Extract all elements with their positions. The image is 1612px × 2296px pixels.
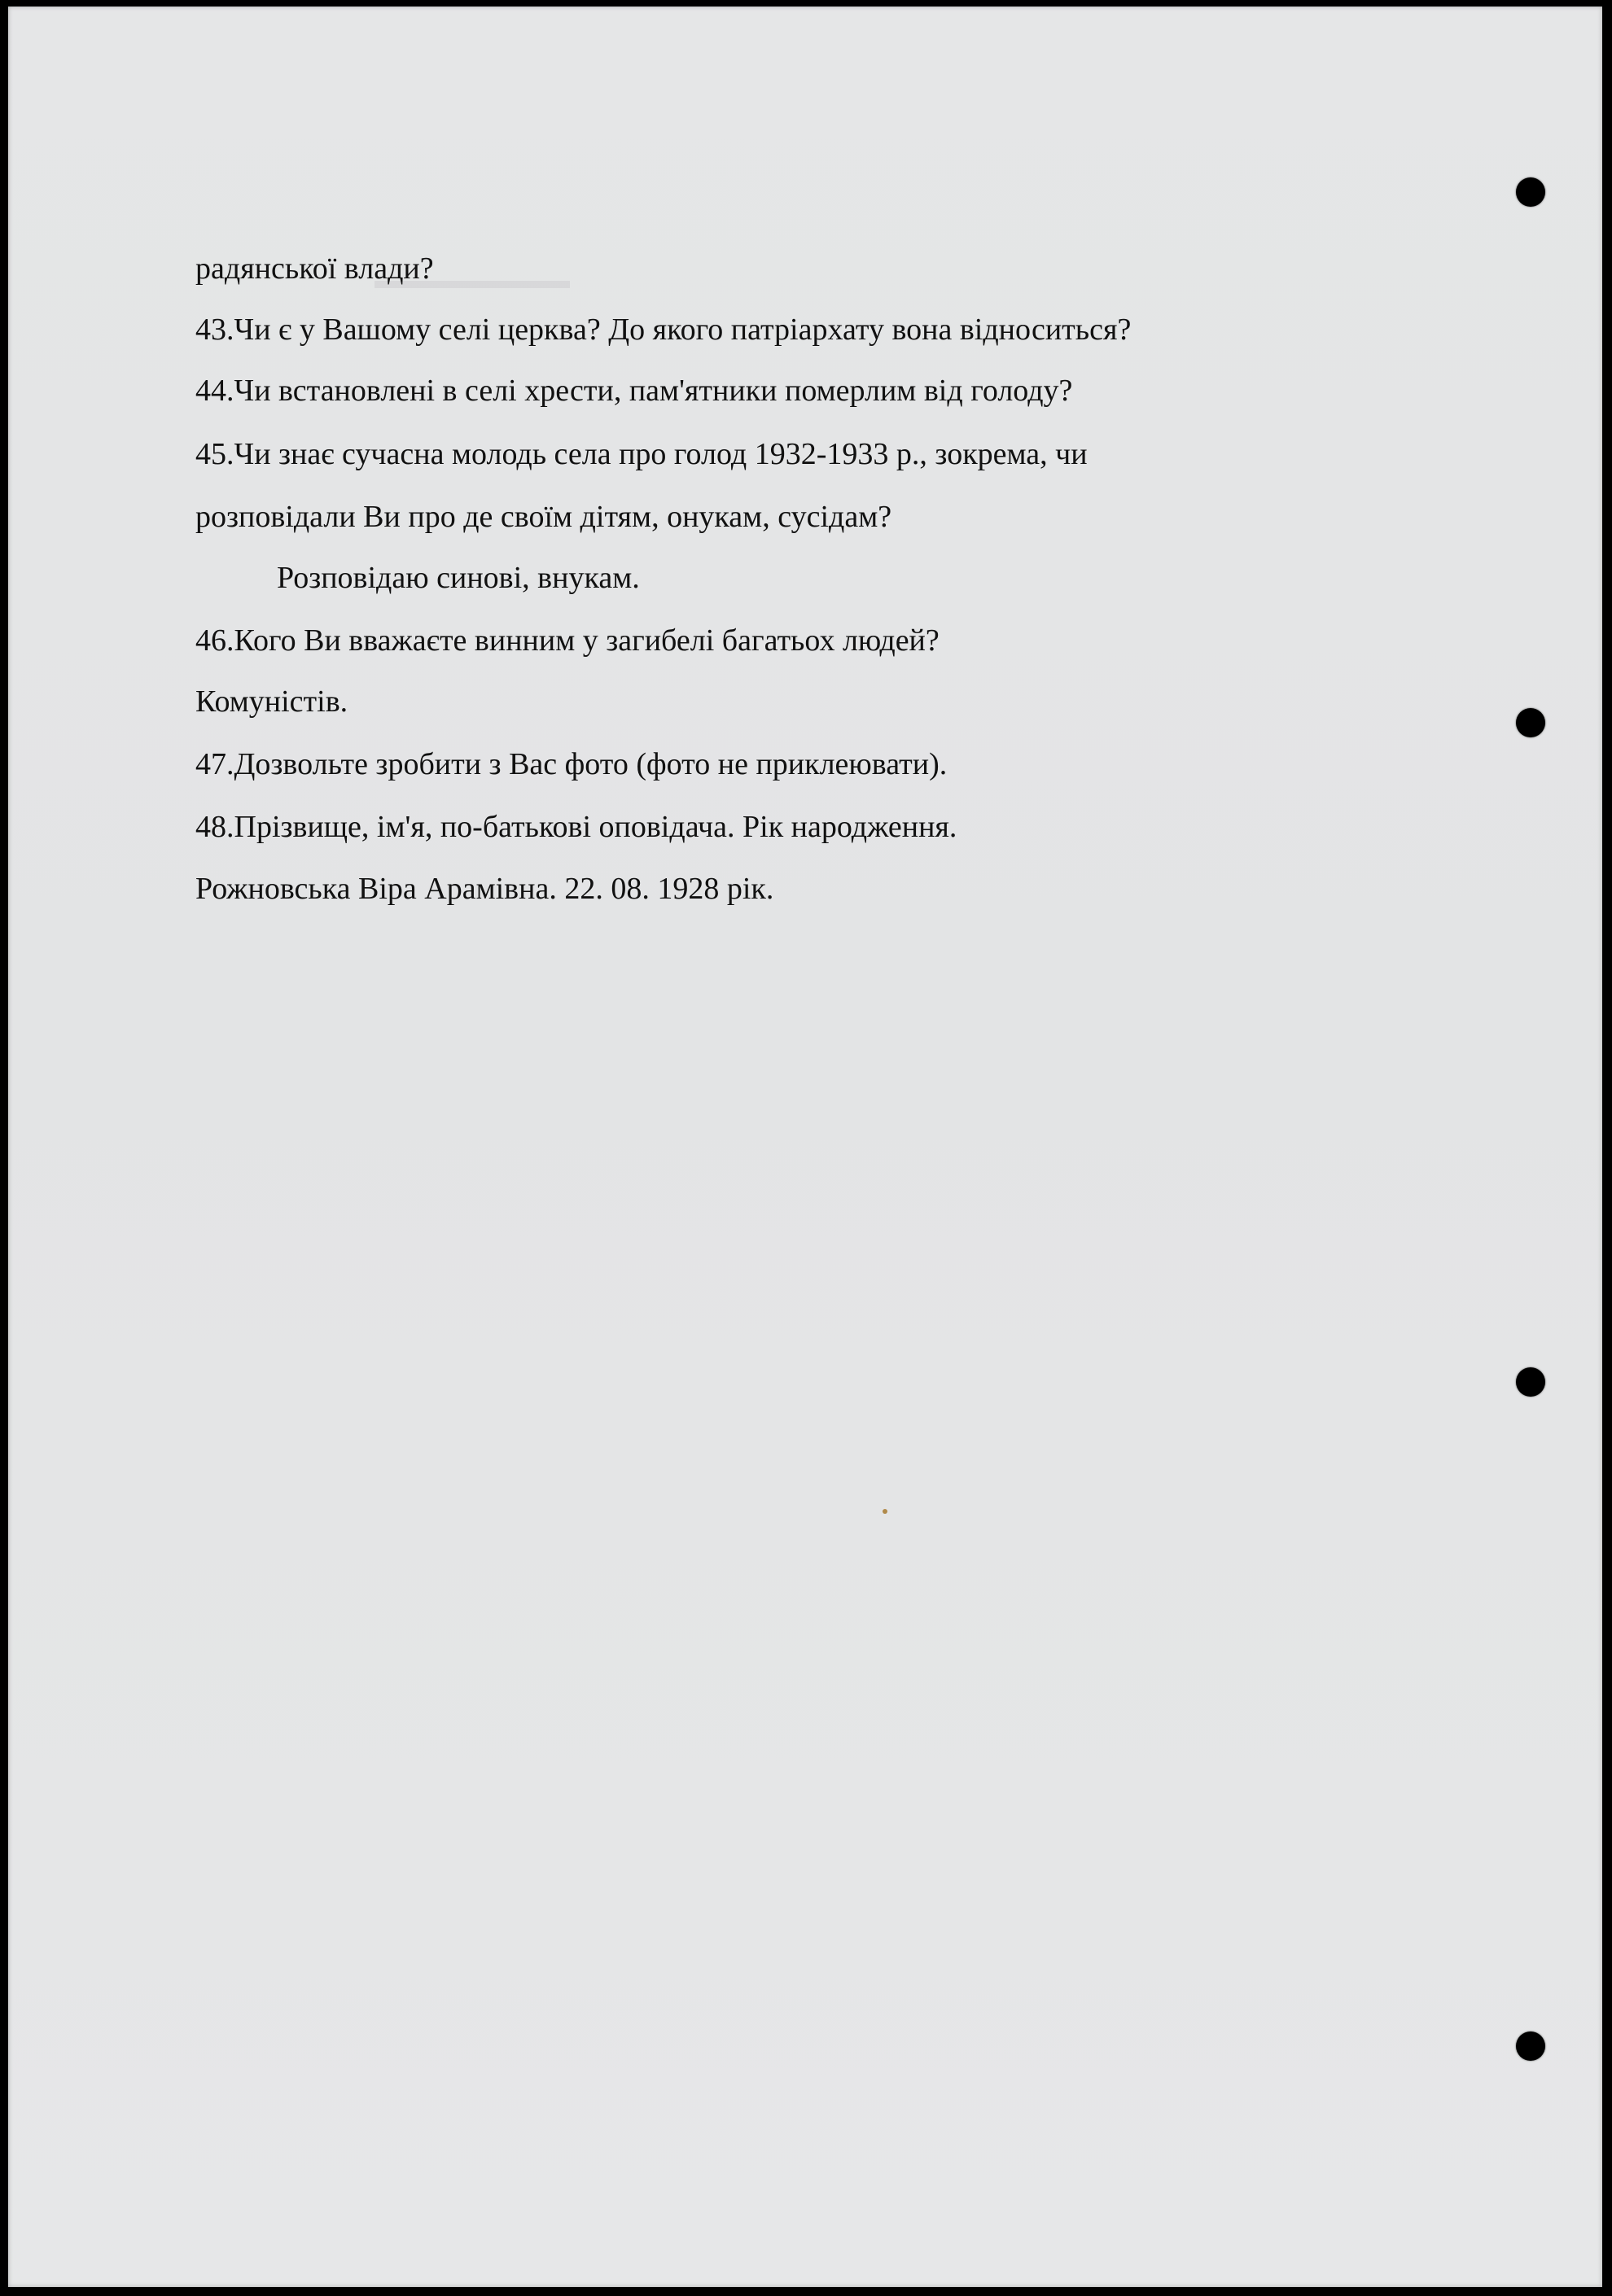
paper-speck [883, 1509, 887, 1514]
punch-hole-4 [1516, 2031, 1545, 2061]
question-45: 45.Чи знає сучасна молодь села про голод 1932-1933 р., зокрема, чи [195, 437, 1088, 471]
question-48: 48.Прізвище, ім'я, по-батькові оповідача. Рік народження. [195, 810, 957, 844]
punch-hole-3 [1516, 1367, 1545, 1397]
question-45-continued: розповідали Ви про де своїм дітям, онукам, сусідам? [195, 500, 892, 534]
punch-hole-1 [1516, 177, 1545, 207]
answer-46: Комуністів. [195, 684, 348, 719]
document-page [8, 7, 1602, 2287]
text-line-1: радянської влади? [195, 251, 434, 286]
question-46: 46.Кого Ви вважаєте винним у загибелі багатьох людей? [195, 623, 940, 658]
punch-hole-2 [1516, 708, 1545, 737]
question-43: 43.Чи є у Вашому селі церква? До якого патріархату вона відноситься? [195, 313, 1132, 347]
question-47: 47.Дозвольте зробити з Вас фото (фото не приклеювати). [195, 747, 948, 781]
bleed-through-shadow: ▬▬▬▬▬▬▬▬ [375, 267, 570, 294]
answer-48: Рожновська Віра Арамівна. 22. 08. 1928 рік. [195, 872, 774, 906]
answer-45: Розповідаю синові, внукам. [277, 561, 640, 595]
question-44: 44.Чи встановлені в селі хрести, пам'ятники померлим від голоду? [195, 374, 1073, 408]
